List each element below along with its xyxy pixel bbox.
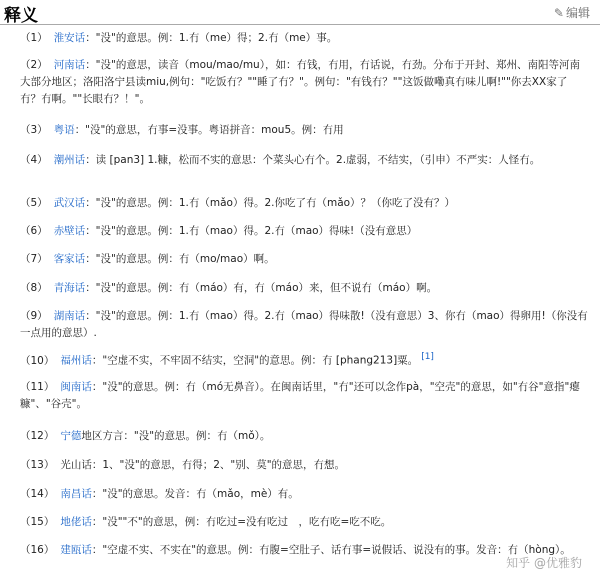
- item-number: （14）: [20, 488, 55, 500]
- item-number: （4）: [20, 154, 48, 166]
- item-text: ："没"的意思，冇事=没事。粤语拼音：mou5。例：冇用: [74, 124, 344, 136]
- watermark: 知乎 @优雅豹: [506, 556, 582, 570]
- item-text: ："没"的意思，读音（mou/mao/mu），如：冇钱，冇用，冇话说，冇劲。分布于开封、郑州、南阳等河南大部分地区；洛阳洛宁县读miu,例句："吃饭冇？""睡了冇？"。例句："有钱冇？""这饭做嘞真冇味儿啊!""你去XX家了冇？冇啊。""长眼冇？！"。: [20, 59, 580, 105]
- list-item: [20, 542, 588, 559]
- list-item: [20, 57, 588, 108]
- dialect-link[interactable]: 赤壁话: [53, 225, 86, 237]
- item-text: 地区方言："没"的意思。例：冇（mǒ）。: [81, 430, 271, 442]
- reference-link[interactable]: [1]: [421, 352, 434, 362]
- list-item: [20, 514, 588, 531]
- dialect-link[interactable]: 地佬话: [60, 516, 92, 528]
- list-item: [20, 195, 588, 212]
- list-item: [20, 251, 588, 268]
- dialect-link[interactable]: 粤语: [53, 124, 75, 136]
- item-text: ："没"的意思。例：1.冇（mǎo）得。2.你吃了冇（mǎo）？（你吃了没有？）: [85, 197, 456, 209]
- dialect-link[interactable]: 青海话: [53, 282, 86, 294]
- item-text: ："没"的意思。例：冇（mó无鼻音）。在闽南话里，"冇"还可以念作pà，"空壳"的意思，如"冇谷"意指"瘪糠"、"谷壳"。: [20, 381, 580, 410]
- item-text: 光山话：1、"没"的意思，冇得；2、"别、莫"的意思，冇想。: [60, 459, 346, 471]
- item-text: ："没"的意思。例：1.冇（mao）得。2.冇（mao）得味散!（没有意思）3、你冇（mao）得卵用!（你没有一点用的意思）.: [20, 310, 588, 339]
- dialect-link[interactable]: 南昌话: [60, 488, 92, 500]
- dialect-link[interactable]: 淮安话: [53, 32, 86, 44]
- item-number: （6）: [20, 225, 48, 237]
- dialect-link[interactable]: 湖南话: [53, 310, 86, 322]
- list-item: [20, 457, 588, 474]
- dialect-link[interactable]: 河南话: [53, 59, 86, 71]
- list-item: [20, 349, 588, 370]
- item-text: ："没"的意思。例：1.冇（mao）得。2.冇（mao）得味!（没有意思）: [85, 225, 418, 237]
- section-header: [0, 0, 600, 25]
- item-text: ：读 [pan3] 1.糠，松而不实的意思：个菜头心冇个。2.虚弱，不结实，（引申）不严实：人怪冇。: [85, 154, 541, 166]
- item-text: ："没"的意思。例：冇（mo/mao）啊。: [85, 253, 275, 265]
- dialect-link[interactable]: 福州话: [60, 354, 92, 367]
- dialect-link[interactable]: 建瓯话: [60, 544, 92, 556]
- item-number: （16）: [20, 544, 55, 556]
- list-item: [20, 308, 588, 342]
- list-item: [20, 379, 588, 413]
- edit-link[interactable]: [554, 4, 590, 21]
- list-item: [20, 122, 588, 139]
- list-item: [20, 486, 588, 503]
- section-title: 释义: [4, 6, 38, 26]
- item-number: （15）: [20, 516, 55, 528]
- item-text: ："没""不"的意思，例：冇吃过=没有吃过 ，吃冇吃=吃不吃。: [91, 516, 392, 528]
- item-number: （10）: [20, 354, 55, 367]
- dialect-link[interactable]: 宁德: [60, 430, 82, 442]
- item-text: ："没"的意思。例：1.冇（me）得；2.冇（me）事。: [85, 32, 338, 44]
- list-item: [20, 280, 588, 297]
- dialect-link[interactable]: 闽南话: [60, 381, 92, 393]
- dialect-link[interactable]: 武汉话: [53, 197, 86, 209]
- dialect-link[interactable]: 潮州话: [53, 154, 86, 166]
- pencil-icon: ✎: [553, 6, 564, 20]
- item-number: （3）: [20, 124, 48, 136]
- item-number: （12）: [20, 430, 55, 442]
- list-item: [20, 30, 588, 47]
- item-number: （5）: [20, 197, 48, 209]
- item-text: ："空虚不实，不牢固不结实，空洞"的意思。例：冇 [phang213]粟。: [91, 354, 419, 367]
- item-text: ："没"的意思。发音：冇（mǎo，mè）有。: [91, 488, 299, 500]
- dialect-link[interactable]: 客家话: [53, 253, 86, 265]
- item-number: （8）: [20, 282, 48, 294]
- list-item: [20, 428, 588, 445]
- item-number: （1）: [20, 32, 48, 44]
- item-number: （2）: [20, 59, 48, 71]
- item-number: （13）: [20, 459, 55, 471]
- item-text: ："没"的意思。例：冇（máo）有，冇（máo）来，但不说冇（máo）啊。: [85, 282, 438, 294]
- item-number: （9）: [20, 310, 48, 322]
- item-number: （11）: [20, 381, 55, 393]
- list-item: [20, 223, 588, 240]
- item-number: （7）: [20, 253, 48, 265]
- list-item: [20, 152, 588, 169]
- edit-label: 编辑: [565, 6, 590, 20]
- item-text: ："空虚不实、不实在"的意思。例：冇腹=空肚子、话冇事=说假话、说没有的事。发音：冇（hòng）。: [91, 544, 571, 556]
